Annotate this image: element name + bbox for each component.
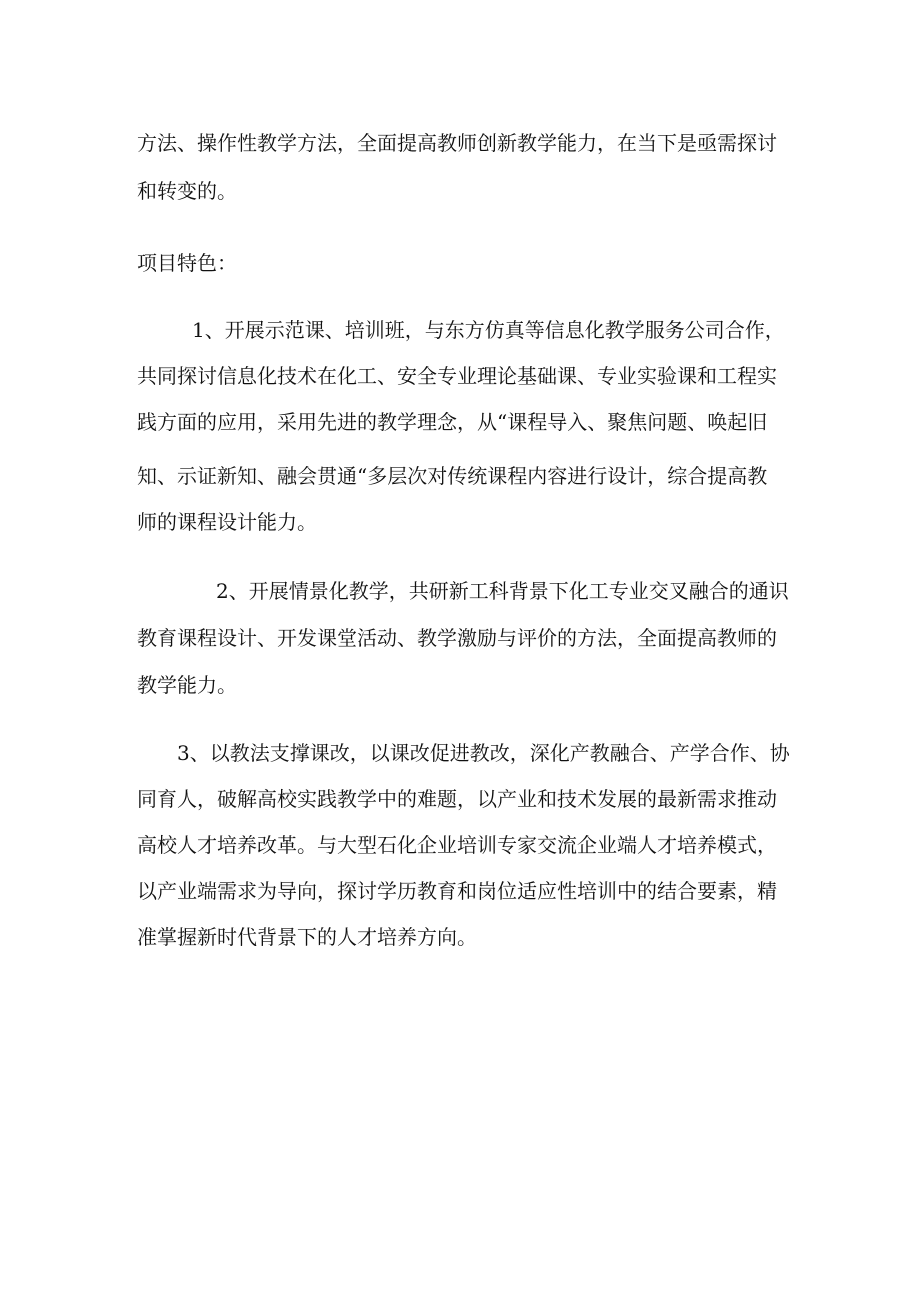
item-3-line-3: 高校人才培养改革。与大型石化企业培训专家交流企业端人才培养模式， bbox=[137, 833, 777, 857]
item-3-line-5: 准掌握新时代背景下的人才培养方向。 bbox=[137, 925, 477, 949]
item-3-line-1: 3、以教法支撑课改，以课改促进教改，深化产教融合、产学合作、协 bbox=[177, 741, 790, 765]
item-2-line-3: 教学能力。 bbox=[137, 673, 237, 697]
item-3-line-2: 同育人，破解高校实践教学中的难题，以产业和技术发展的最新需求推动 bbox=[137, 787, 777, 811]
item-1-line-2: 共同探讨信息化技术在化工、安全专业理论基础课、专业实验课和工程实 bbox=[137, 364, 777, 388]
item-1-line-1: 1、开展示范课、培训班，与东方仿真等信息化教学服务公司合作， bbox=[192, 318, 785, 342]
intro-line-2: 和转变的。 bbox=[137, 179, 237, 203]
item-1-line-4: 知、示证新知、融会贯通“多层次对传统课程内容进行设计，综合提高教 bbox=[137, 464, 768, 488]
item-1-line-3: 践方面的应用，采用先进的教学理念，从“课程导入、聚焦问题、唤起旧 bbox=[137, 410, 768, 434]
item-2-line-1: 2、开展情景化教学，共研新工科背景下化工专业交叉融合的通识 bbox=[216, 579, 789, 603]
intro-line-1: 方法、操作性教学方法，全面提高教师创新教学能力，在当下是亟需探讨 bbox=[137, 131, 777, 155]
item-2-line-2: 教育课程设计、开发课堂活动、教学激励与评价的方法，全面提高教师的 bbox=[137, 626, 777, 650]
item-1-line-5: 师的课程设计能力。 bbox=[137, 510, 317, 534]
features-heading: 项目特色： bbox=[137, 251, 237, 275]
item-3-line-4: 以产业端需求为导向，探讨学历教育和岗位适应性培训中的结合要素，精 bbox=[137, 879, 777, 903]
